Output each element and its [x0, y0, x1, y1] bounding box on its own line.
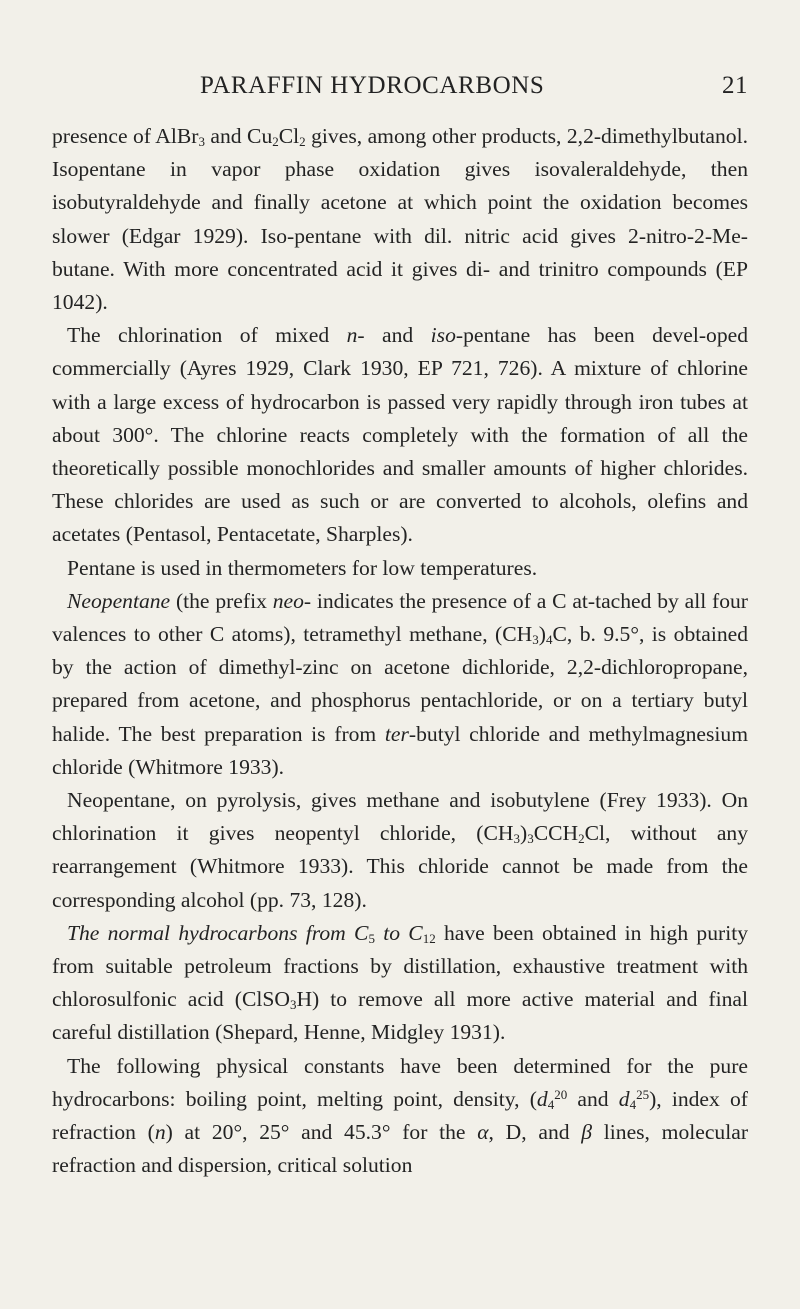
paragraph-3: Pentane is used in thermometers for low temperatures.: [67, 555, 538, 580]
paragraph-4: Neopentane (the prefix neo- indicates the presence of a C at-tached by all four valences to other C atoms), tetramethyl methane, $(CH_3)_4C$, b. 9.5°, is obtained by the action of dimethyl-zinc on acetone dichloride, 2,2-dichloropropane, prepared from acetone, and phosphorus pentachloride, or on a tertiary butyl halide. The best preparation is from ter-butyl chloride and methylmagnesium chloride (Whitmore 1933).: [52, 588, 749, 779]
running-header: [200, 72, 748, 112]
page-number: 21: [722, 72, 748, 99]
paragraph-2: The chlorination of mixed n- and iso-pentane has been devel-oped commercially (Ayres 1929, Clark 1930, EP 721, 726). A mixture of chlorine with a large excess of hydrocarbon is passed very rapidly through iron tubes at about 300°. The chlorine reacts completely with the formation of all the theoretically possible monochlorides and smaller amounts of higher chlorides. These chlorides are used as such or are converted to alcohols, olefins and acetates (Pentasol, Pentacetate, Sharples).: [52, 323, 748, 547]
paragraph-1: presence of AlBr$_3$ and $Cu_2Cl_2$ gives, among other products, 2,2-dimethylbutanol. Isopentane in vapor phase oxidation gives isovaleraldehyde, then isobutyraldehyde and finally acetone at which point the oxidation becomes slower (Edgar 1929). Iso-pentane with dil. nitric acid gives 2-nitro-2-Me-butane. With more concentrated acid it gives di- and trinitro compounds (EP 1042).: [52, 124, 748, 315]
body-text: [52, 120, 748, 1183]
paragraph-7: The following physical constants have been determined for the pure hydrocarbons: boiling point, melting point, density, ($d_4^{20}$ and $d_4^{25}$), index of refraction (n) at 20°, 25° and 45.3° for the α, D, and β lines, molecular refraction and dispersion, critical solution: [52, 1053, 749, 1178]
paragraph-5: Neopentane, on pyrolysis, gives methane and isobutylene (Frey 1933). On chlorination it gives neopentyl chloride, $(CH_3)_3CCH_2Cl$, without any rearrangement (Whitmore 1933). This chloride cannot be made from the corresponding alcohol (pp. 73, 128).: [52, 788, 749, 912]
paragraph-6: The normal hydrocarbons from $C_5$ to $C_{12}$ have been obtained in high purity from suitable petroleum fractions by distillation, exhaustive treatment with chlorosulfonic acid (ClSO$_3$H) to remove all more active material and final careful distillation (Shepard, Henne, Midgley 1931).: [52, 920, 748, 1045]
running-title: PARAFFIN HYDROCARBONS: [200, 72, 545, 99]
